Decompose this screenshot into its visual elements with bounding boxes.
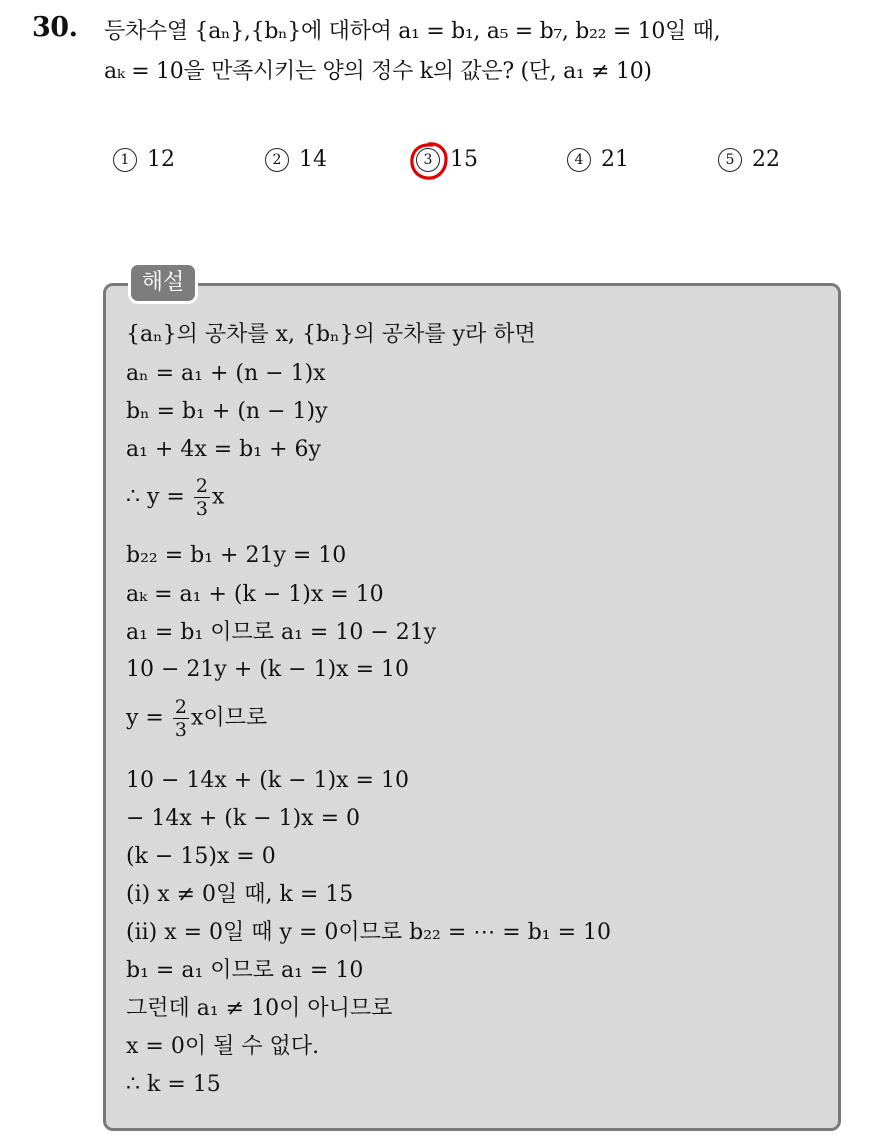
fraction-prefix: y =	[126, 705, 171, 731]
answer-choices	[0, 147, 884, 181]
solution-line: (k − 15)x = 0	[126, 844, 276, 869]
solution-fraction-line	[126, 475, 224, 533]
choice-marker-3: 3	[416, 148, 440, 172]
choice-marker-5: 5	[718, 148, 742, 172]
choice-4[interactable]	[567, 147, 629, 172]
choice-marker-1: 1	[113, 148, 137, 172]
solution-line: {aₙ}의 공차를 x, {bₙ}의 공차를 y라 하면	[126, 322, 536, 347]
solution-fraction-line	[126, 696, 267, 754]
solution-tab-label: 해설	[128, 262, 198, 304]
solution-line: 그런데 a₁ ≠ 10이 아니므로	[126, 996, 393, 1021]
solution-line: (ii) x = 0일 때 y = 0이므로 b₂₂ = ⋯ = b₁ = 10	[126, 920, 612, 945]
choice-1[interactable]	[113, 147, 175, 172]
choice-value-1: 12	[147, 147, 175, 172]
choice-3[interactable]	[416, 147, 478, 172]
question-number: 30.	[32, 12, 78, 43]
choice-2[interactable]	[265, 147, 327, 172]
solution-line: a₁ = b₁ 이므로 a₁ = 10 − 21y	[126, 620, 437, 645]
choice-value-3: 15	[450, 147, 478, 172]
solution-line: x = 0이 될 수 없다.	[126, 1034, 320, 1059]
solution-line: b₁ = a₁ 이므로 a₁ = 10	[126, 958, 364, 983]
solution-line: bₙ = b₁ + (n − 1)y	[126, 399, 328, 424]
fraction-suffix: x	[211, 484, 225, 510]
choice-value-4: 21	[601, 147, 629, 172]
question-text-line-2: aₖ = 10을 만족시키는 양의 정수 k의 값은? (단, a₁ ≠ 10)	[104, 59, 652, 84]
fraction-suffix: x이므로	[190, 705, 268, 731]
fraction-prefix: ∴ y =	[126, 484, 192, 510]
choice-marker-4: 4	[567, 148, 591, 172]
fraction-denominator: 3	[174, 719, 187, 741]
solution-line: a₁ + 4x = b₁ + 6y	[126, 437, 321, 462]
solution-line: aₖ = a₁ + (k − 1)x = 10	[126, 582, 384, 607]
choice-value-5: 22	[752, 147, 780, 172]
question-text-line-1: 등차수열 {aₙ},{bₙ}에 대하여 a₁ = b₁, a₅ = b₇, b₂₂ = 10일 때,	[104, 19, 721, 44]
solution-line: 10 − 14x + (k − 1)x = 10	[126, 768, 409, 793]
solution-line: b₂₂ = b₁ + 21y = 10	[126, 543, 347, 568]
fraction	[194, 475, 210, 520]
fraction-denominator: 3	[195, 498, 208, 520]
solution-line: − 14x + (k − 1)x = 0	[126, 806, 360, 831]
choice-marker-2: 2	[265, 148, 289, 172]
solution-line: aₙ = a₁ + (n − 1)x	[126, 361, 326, 386]
fraction-numerator: 2	[195, 475, 208, 497]
fraction	[173, 696, 189, 741]
solution-line: ∴ k = 15	[126, 1072, 221, 1097]
solution-line: 10 − 21y + (k − 1)x = 10	[126, 657, 409, 682]
choice-5[interactable]	[718, 147, 780, 172]
fraction-numerator: 2	[174, 696, 187, 718]
choice-value-2: 14	[299, 147, 327, 172]
solution-line: (i) x ≠ 0일 때, k = 15	[126, 882, 354, 907]
